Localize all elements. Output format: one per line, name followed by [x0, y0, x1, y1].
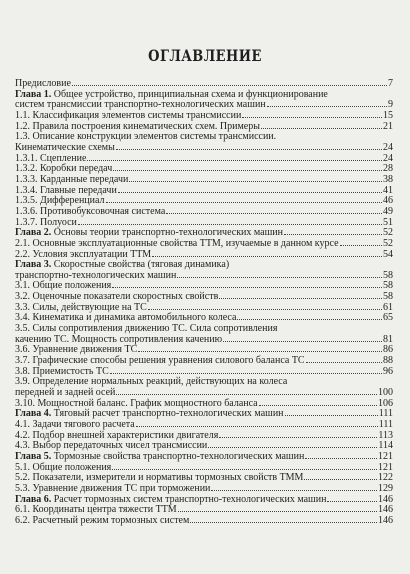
- dot-leader: [78, 223, 382, 225]
- toc-entry-title: [15, 259, 229, 270]
- toc-entry-text: 3.8. Приемистость ТС: [15, 365, 109, 377]
- page-number: 52: [383, 237, 393, 249]
- toc-entry-text: 1.3. Описание конструкции элементов системы трансмиссии.: [15, 131, 277, 143]
- toc-entry-text: 5.2. Показатели, измерители и нормативы тормозных свойств ТММ: [15, 472, 304, 484]
- toc-entry-text: систем трансмиссии транспортно-технологических машин: [15, 99, 266, 111]
- chapter-number: Глава 4.: [15, 408, 52, 420]
- dot-leader: [304, 478, 377, 480]
- toc-entry-text: 1.3.6. Противобуксовочная система: [15, 205, 166, 217]
- dot-leader: [72, 84, 387, 86]
- page-number: 100: [378, 387, 393, 399]
- page-number: 146: [378, 493, 393, 505]
- toc-entry-text: передней и задней осей: [15, 387, 116, 399]
- dot-leader: [136, 425, 378, 427]
- chapter-number: Глава 6.: [15, 493, 52, 505]
- toc-entry-text: 6.1. Координаты центра тяжести ТТМ: [15, 504, 177, 516]
- page-number: 38: [383, 173, 393, 185]
- toc-entry-text: 3.6. Уравнение движения ТС: [15, 344, 138, 356]
- table-of-contents: [15, 79, 393, 527]
- page-number: 65: [383, 312, 393, 324]
- toc-entry-text: 6.2. Расчетный режим тормозных систем: [15, 514, 190, 526]
- page-number: 46: [383, 195, 393, 207]
- toc-entry-text: 3.9. Определение нормальных реакций, действующих на колеса: [15, 376, 288, 388]
- page-number: 114: [378, 440, 393, 452]
- page-number: 111: [378, 408, 393, 420]
- dot-leader: [211, 489, 377, 491]
- page-number: 121: [378, 461, 393, 473]
- toc-entry-text: Основы теории транспортно-технологических машин: [51, 227, 284, 239]
- toc-entry-text: 2.1. Основные эксплуатационные свойства ТТМ, изучаемые в данном курсе: [15, 237, 339, 249]
- page-number: 28: [383, 163, 393, 175]
- page-number: 88: [383, 355, 393, 367]
- chapter-number: Глава 2.: [15, 227, 52, 239]
- toc-entry-text: Расчет тормозных систем транспортно-технологических машин: [51, 493, 327, 505]
- toc-entry-text: транспортно-технологических машин: [15, 269, 177, 281]
- dot-leader: [284, 233, 382, 235]
- dot-leader: [118, 191, 382, 193]
- page-number: 58: [383, 269, 393, 281]
- dot-leader: [166, 212, 382, 214]
- toc-entry-text: Тормозные свойства транспортно-технологических машин: [51, 450, 305, 462]
- page-number: 146: [378, 504, 393, 516]
- page-number: 61: [383, 301, 393, 313]
- dot-leader: [208, 446, 377, 448]
- toc-entry-text: 1.1. Классификация элементов системы трансмиссии: [15, 109, 242, 121]
- page-number: 111: [378, 419, 393, 430]
- toc-entry-text: 3.5. Силы сопротивления движению ТС. Сила сопротивления: [15, 323, 278, 335]
- dot-leader: [340, 244, 382, 246]
- page-number: 129: [378, 482, 393, 494]
- page-number: 121: [378, 450, 393, 462]
- dot-leader: [138, 350, 382, 352]
- toc-entry-text: 3.10. Мощностной баланс. График мощностного баланса: [15, 397, 258, 409]
- toc-entry-text: 1.3.7. Полуоси: [15, 216, 77, 228]
- dot-leader: [116, 393, 377, 395]
- page-number: 49: [383, 205, 393, 217]
- dot-leader: [306, 361, 382, 363]
- page-number: 51: [383, 216, 393, 228]
- toc-entry-text: качению ТС. Мощность сопротивления качению: [15, 333, 223, 345]
- dot-leader: [219, 436, 377, 438]
- dot-leader: [87, 159, 382, 161]
- dot-leader: [305, 457, 377, 459]
- dot-leader: [237, 318, 382, 320]
- page-title: ОГЛАВЛЕНИЕ: [148, 46, 262, 65]
- page-number: 21: [383, 120, 393, 132]
- toc-entry-text: 3.4. Кинематика и динамика автомобильного колеса: [15, 312, 237, 324]
- toc-entry-text: 4.1. Задачи тягового расчета: [15, 419, 135, 430]
- toc-entry-title: [15, 376, 287, 387]
- page-number: 96: [383, 365, 393, 377]
- toc-entry-text: 1.3.1. Сцепление: [15, 152, 87, 164]
- dot-leader: [261, 127, 382, 129]
- toc-entry-text: 5.3. Уравнение движения ТС при торможении: [15, 482, 211, 494]
- toc-entry-text: 2.2. Условия эксплуатации ТТМ: [15, 248, 152, 260]
- dot-leader: [267, 105, 387, 107]
- toc-entry-text: 1.3.2. Коробки передач: [15, 163, 113, 175]
- dot-leader: [285, 414, 378, 416]
- toc-entry-text: Предисловие: [15, 78, 71, 89]
- toc-entry-text: 1.3.5. Дифференциал: [15, 195, 105, 207]
- toc-entry-text: 4.2. Подбор внешней характеристики двигателя: [15, 429, 219, 441]
- dot-leader: [116, 148, 382, 150]
- toc-entry-text: 5.1. Общие положения: [15, 461, 112, 473]
- page-number: 7: [388, 78, 393, 89]
- page-number: 113: [378, 429, 393, 441]
- dot-leader: [177, 276, 382, 278]
- dot-leader: [112, 286, 382, 288]
- toc-entry-text: 1.2. Правила построения кинематических схем. Примеры: [15, 120, 260, 132]
- dot-leader: [148, 308, 382, 310]
- page-number: 54: [383, 248, 393, 260]
- dot-leader: [110, 372, 382, 374]
- page-number: 24: [383, 152, 393, 164]
- toc-entry-text: Тяговый расчет транспортно-технологических машин: [51, 408, 284, 420]
- toc-entry-text: 4.3. Выбор передаточных чисел трансмиссии: [15, 440, 208, 452]
- dot-leader: [112, 468, 377, 470]
- toc-entry-text: 3.2. Оценочные показатели скоростных свойств: [15, 291, 219, 303]
- toc-entry-title: [15, 89, 328, 100]
- page-number: 41: [383, 184, 393, 196]
- toc-entry-text: 3.3. Силы, действующие на ТС: [15, 301, 147, 313]
- page-number: 86: [383, 344, 393, 356]
- dot-leader: [113, 169, 382, 171]
- dot-leader: [129, 180, 382, 182]
- dot-leader: [223, 340, 382, 342]
- dot-leader: [219, 297, 382, 299]
- chapter-number: Глава 5.: [15, 450, 52, 462]
- toc-entry-title: [15, 516, 189, 527]
- toc-entry-title: [15, 323, 277, 334]
- toc-entry-text: 1.3.4. Главные передачи: [15, 184, 117, 196]
- dot-leader: [242, 116, 382, 118]
- toc-entry-text: Кинематические схемы: [15, 141, 115, 153]
- chapter-number: Глава 3.: [15, 259, 52, 271]
- dot-leader: [152, 255, 382, 257]
- dot-leader: [106, 201, 382, 203]
- page-number: 146: [378, 514, 393, 526]
- page-number: 122: [378, 472, 393, 484]
- page-number: 24: [383, 141, 393, 153]
- page-number: 81: [383, 333, 393, 345]
- toc-entry-title: [15, 131, 276, 142]
- toc-entry-text: Общее устройство, принципиальная схема и функционирование: [51, 88, 328, 100]
- page-number: 58: [383, 291, 393, 303]
- page-number: 9: [388, 99, 393, 111]
- dot-leader: [327, 500, 377, 502]
- toc-entry-text: 3.1. Общие положения: [15, 280, 112, 292]
- dot-leader: [178, 510, 377, 512]
- page-number: 52: [383, 227, 393, 239]
- page-number: 106: [378, 397, 393, 409]
- toc-entry: [15, 516, 393, 527]
- toc-entry-text: 3.7. Графические способы решения уравнения силового баланса ТС: [15, 355, 305, 367]
- page-number: 15: [383, 109, 393, 121]
- dot-leader: [259, 404, 377, 406]
- dot-leader: [190, 521, 377, 523]
- chapter-number: Глава 1.: [15, 88, 52, 100]
- page-number: 58: [383, 280, 393, 292]
- toc-entry-text: Скоростные свойства (тяговая динамика): [51, 259, 230, 271]
- toc-entry-text: 1.3.3. Карданные передачи: [15, 173, 129, 185]
